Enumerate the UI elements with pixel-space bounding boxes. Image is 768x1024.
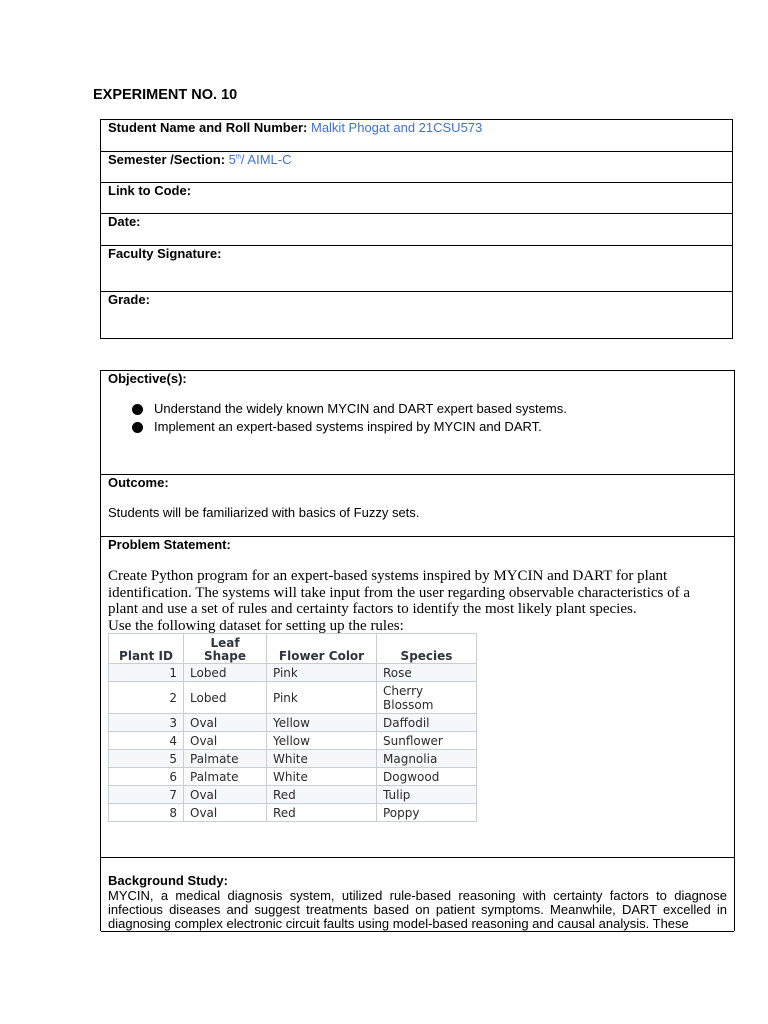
table-row: 2 Lobed Pink Cherry Blossom xyxy=(109,682,477,714)
signature-row xyxy=(101,246,732,292)
column-header: Species xyxy=(377,634,477,664)
outcome-heading: Outcome: xyxy=(108,475,169,490)
objectives-heading: Objective(s): xyxy=(108,371,187,386)
outcome-section xyxy=(101,475,734,537)
date-label: Date: xyxy=(108,214,141,229)
background-study-text: MYCIN, a medical diagnosis system, utilized rule-based reasoning with certainty factors to diagnose infectious diseases and suggest treatments based on patient symptoms. Meanwhile, DART excelled in diagnosing complex electronic circuit faults using model-based reasoning and causal analysis. These xyxy=(108,889,727,931)
problem-statement-text: Create Python program for an expert-based systems inspired by MYCIN and DART for plant identification. The systems will take input from the user regarding observable characteristics of a plant and use a set of rules and certainty factors to identify the most likely plant species. Use the following dataset for setting up the rules: xyxy=(108,568,720,634)
table-row: 5 Palmate White Magnolia xyxy=(109,750,477,768)
dataset-intro: Use the following dataset for setting up the rules: xyxy=(108,617,404,634)
list-item: Understand the widely known MYCIN and DART expert based systems. xyxy=(108,400,567,418)
semester-value: 5th/ AIML-C xyxy=(228,152,292,167)
objectives-list xyxy=(108,400,567,436)
table-row: 7 Oval Red Tulip xyxy=(109,786,477,804)
problem-statement-heading: Problem Statement: xyxy=(108,537,231,552)
grade-row xyxy=(101,292,732,338)
bullet-icon xyxy=(132,404,143,415)
student-name-value: Malkit Phogat and 21CSU573 xyxy=(310,120,483,135)
objectives-section xyxy=(101,371,734,475)
background-study-section xyxy=(101,858,734,932)
table-row: 8 Oval Red Poppy xyxy=(109,804,477,822)
date-row xyxy=(101,214,732,246)
outcome-text: Students will be familiarized with basics of Fuzzy sets. xyxy=(108,505,420,520)
student-name-label: Student Name and Roll Number: xyxy=(108,120,308,135)
link-row xyxy=(101,183,732,214)
faculty-signature-label: Faculty Signature: xyxy=(108,246,222,261)
column-header: Plant ID xyxy=(109,634,184,664)
semester-row xyxy=(101,152,732,183)
list-item: Implement an expert-based systems inspired by MYCIN and DART. xyxy=(108,418,567,436)
background-study-heading: Background Study: xyxy=(108,873,228,888)
table-header-row xyxy=(109,634,477,664)
table-row: 1 Lobed Pink Rose xyxy=(109,664,477,682)
experiment-content-table xyxy=(100,370,735,931)
bullet-icon xyxy=(132,422,143,433)
student-info-table xyxy=(100,119,733,339)
table-row: 4 Oval Yellow Sunflower xyxy=(109,732,477,750)
page-title: EXPERIMENT NO. 10 xyxy=(93,87,238,103)
link-to-code-label: Link to Code: xyxy=(108,183,192,198)
student-name-row xyxy=(101,120,732,152)
column-header: Flower Color xyxy=(267,634,377,664)
table-row: 3 Oval Yellow Daffodil xyxy=(109,714,477,732)
table-row: 6 Palmate White Dogwood xyxy=(109,768,477,786)
problem-statement-section xyxy=(101,537,734,858)
grade-label: Grade: xyxy=(108,292,150,307)
plant-dataset-table xyxy=(108,633,477,822)
semester-label: Semester /Section: xyxy=(108,152,226,167)
column-header: Leaf Shape xyxy=(184,634,267,664)
